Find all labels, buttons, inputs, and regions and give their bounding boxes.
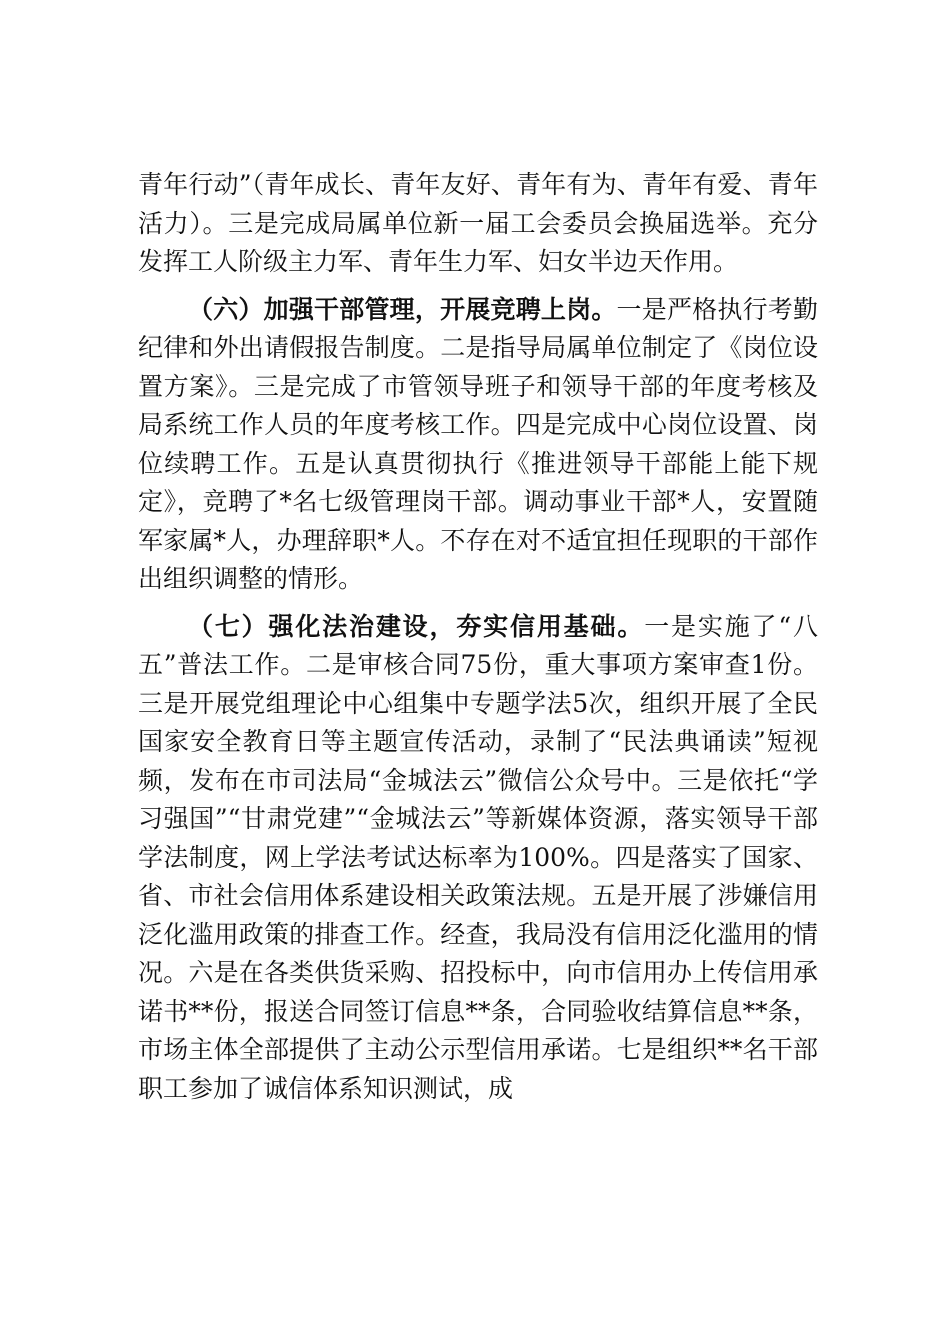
- section-heading: （七）强化法治建设，夯实信用基础。: [188, 611, 645, 641]
- paragraph-rule-of-law: [138, 608, 818, 1109]
- paragraph-continued: [138, 166, 818, 282]
- paragraph-text: 一是实施了“八五”普法工作。二是审核合同75份，重大事项方案审查1份。三是开展党组理论中心组集中专题学法5次，组织开展了全民国家安全教育日等主题宣传活动，录制了“民法典诵读”短视频，发布在市司法局“金城法云”微信公众号中。三是依托“学习强国”“甘肃党建”“金城法云”等新媒体资源，落实领导干部学法制度，网上学法考试达标率为100%。四是落实了国家、省、市社会信用体系建设相关政策法规。五是开展了涉嫌信用泛化滥用政策的排查工作。经查，我局没有信用泛化滥用的情况。六是在各类供货采购、招投标中，向市信用办上传信用承诺书**份，报送合同签订信息**条，合同验收结算信息**条，市场主体全部提供了主动公示型信用承诺。七是组织**名干部职工参加了诚信体系知识测试，成: [138, 611, 818, 1103]
- paragraph-cadre-management: [138, 291, 818, 599]
- section-heading: （六）加强干部管理，开展竞聘上岗。: [188, 294, 617, 324]
- paragraph-text: 一是严格执行考勤纪律和外出请假报告制度。二是指导局属单位制定了《岗位设置方案》。三是完成了市管领导班子和领导干部的年度考核及局系统工作人员的年度考核工作。四是完成中心岗位设置、岗位续聘工作。五是认真贯彻执行《推进领导干部能上能下规定》，竞聘了*名七级管理岗干部。调动事业干部*人，安置随军家属*人，办理辞职*人。不存在对不适宜担任现职的干部作出组织调整的情形。: [138, 294, 818, 593]
- paragraph-text: 青年行动”（青年成长、青年友好、青年有为、青年有爱、青年活力）。三是完成局属单位新一届工会委员会换届选举。充分发挥工人阶级主力军、青年生力军、妇女半边天作用。: [138, 170, 818, 276]
- document-body: [138, 166, 818, 1117]
